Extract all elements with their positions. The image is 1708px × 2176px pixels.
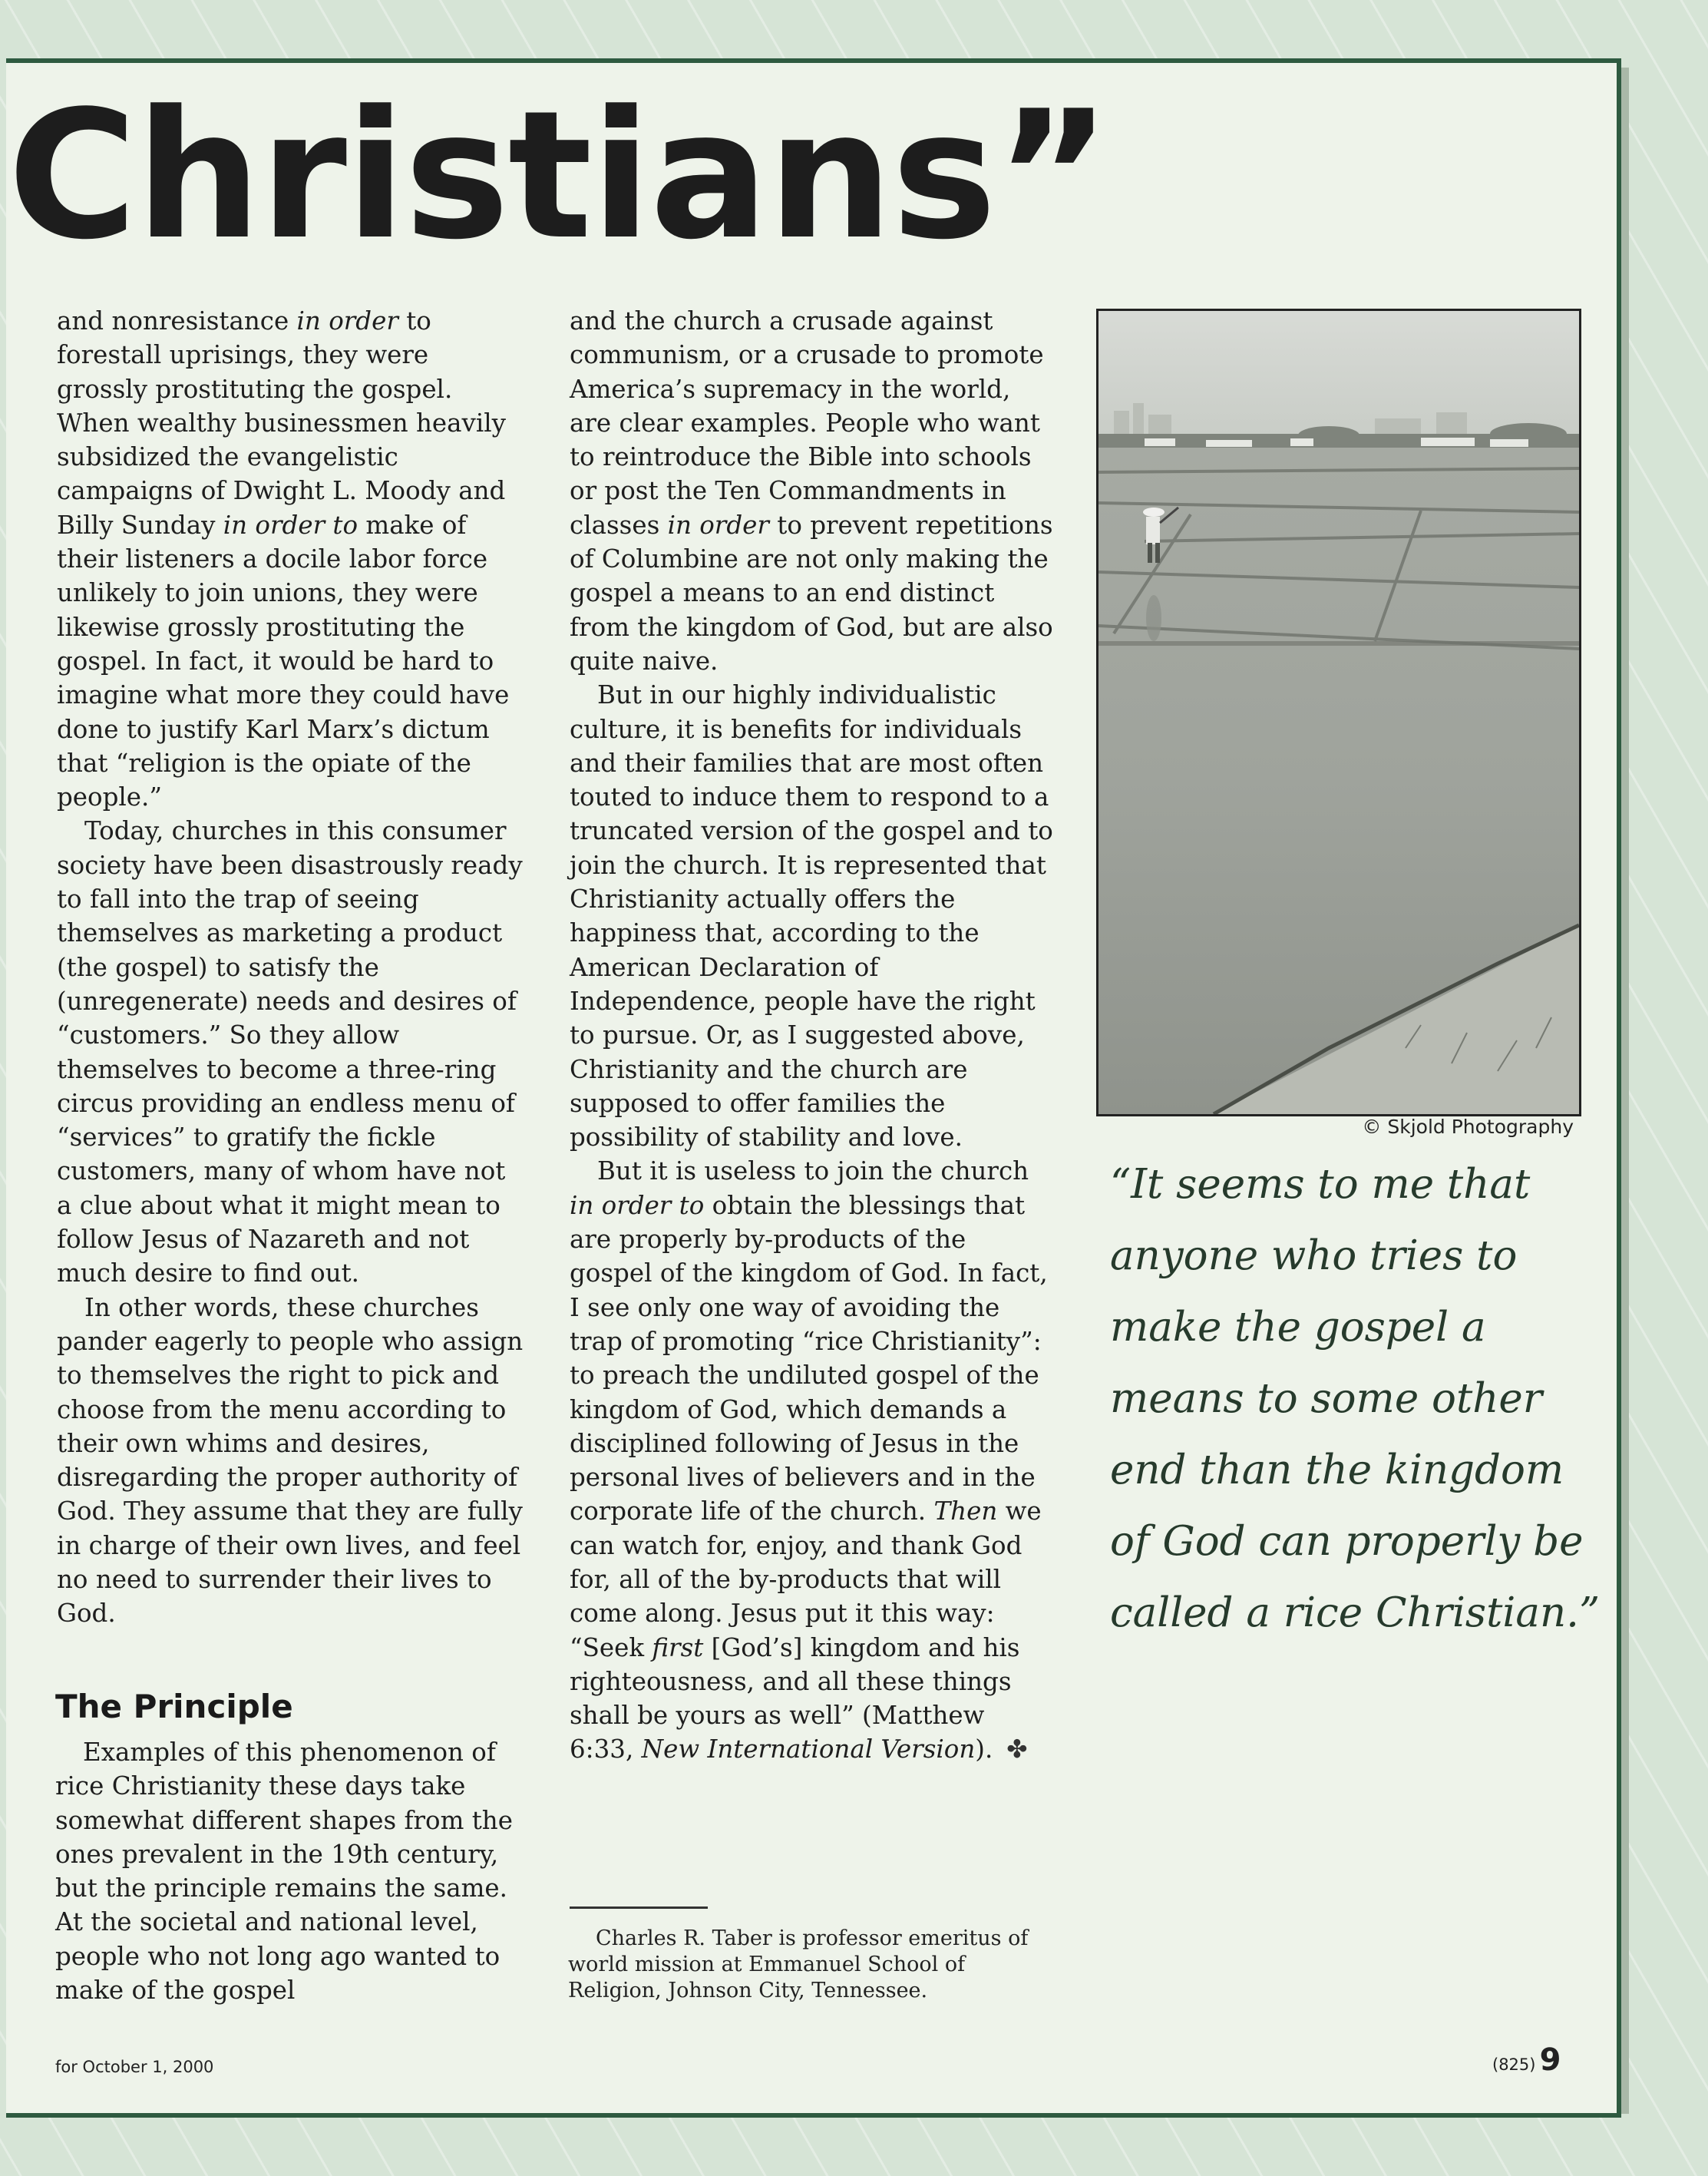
photo-rice-field [1096,309,1581,1116]
subhead-the-principle: The Principle [55,1688,293,1725]
bio-divider [570,1906,708,1909]
paragraph: and nonresistance in order to forestall uprisings, they were grossly prostituting the gospel. When wealthy businessmen heavily subsidized the evangelistic campaigns of Dwight L. Moody and Billy Sunday in order to make of their listeners a docile labor force unlikely to join unions, they were likewise grossly prostituting the gospel. In fact, it would be hard to imagine what more they could have done to justify Karl Marx’s dictum that “religion is the opiate of the people.” [57,306,510,812]
pull-quote: “It seems to me that anyone who tries to make the gospel a means to some other end than the kingdom of God can properly be called a rice Christian.” [1110,1161,1601,1636]
column-1 [57,304,527,1631]
paragraph: Today, churches in this consumer society have been disastrously ready to fall into the trap of seeing themselves as marketing a product (the gospel) to satisfy the (unregenerate) needs and desires of “customers.” So they allow themselves to become a three-ring circus providing an endless menu of “services” to gratify the fickle customers, many of whom have not a clue about what it might mean to follow Jesus of Nazareth and not much desire to find out. [57,816,523,1288]
column-2 [570,304,1053,1767]
frame-shadow [1621,68,1629,2114]
paragraph: Examples of this phenomenon of rice Christianity these days take somewhat different shapes from the ones prevalent in the 19th century, but the principle remains the same. At the societal and national level, people who not long ago wanted to make of the gospel [55,1738,513,2006]
page-folio [1492,2042,1561,2078]
paragraph: In other words, these churches pander eagerly to people who assign to themselves the right to pick and choose from the menu according to their own whims and desires, disregarding the proper authority of God. They assume that they are fully in charge of their own lives, and feel no need to surrender their lives to God. [57,1292,524,1629]
folio-cumulative-page: (825) [1492,2055,1536,2074]
paragraph: and the church a crusade against communism, or a crusade to promote America’s supremacy in the world, are clear examples. People who want to reintroduce the Bible into schools or post the Ten Commandments in classes in order to prevent repetitions of Columbine are not only making the gospel a means to an end distinct from the kingdom of God, but are also quite naive. [570,306,1053,676]
author-bio: Charles R. Taber is professor emeritus of world mission at Emmanuel School of Religion, Johnson City, Tennessee. [568,1926,1029,2002]
issue-date: for October 1, 2000 [55,2058,214,2076]
folio-page-number: 9 [1539,2042,1561,2078]
paragraph: But it is useless to join the church in order to obtain the blessings that are properly by-products of the gospel of the kingdom of God. In fact, I see only one way of avoiding the trap of promoting “rice Christianity”: to preach the undiluted gospel of the kingdom of God, which demands a disciplined following of Jesus in the personal lives of believers and in the corporate life of the church. Then we can watch for, enjoy, and thank God for, all of the by-products that will come along. Jesus put it this way: “Seek first [God’s] kingdom and his righteousness, and all these things shall be yours as well” (Matthew 6:33, New International Version). ✤ [570,1156,1048,1764]
headline: Christians” [8,74,1110,279]
paragraph: But in our highly individualistic culture, it is benefits for individuals and their families that are most often touted to induce them to respond to a truncated version of the gospel and to join the church. It is represented that Christianity actually offers the happiness that, according to the American Declaration of Independence, people have the right to pursue. Or, as I suggested above, Christianity and the church are supposed to offer families the possibility of stability and love. [570,680,1053,1152]
photo-credit: © Skjold Photography [1362,1116,1574,1138]
end-of-article-mark: ✤ [1006,1735,1028,1764]
rice-field-image [1098,311,1579,1114]
column-1-continued [55,1735,525,2007]
